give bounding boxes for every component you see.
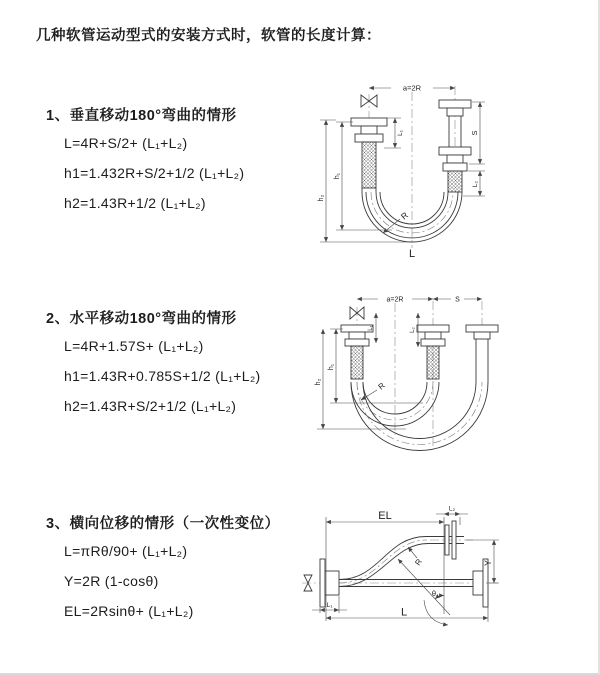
braided-section	[448, 171, 462, 192]
formula: Y=2R (1-cosθ)	[64, 573, 159, 589]
hose-arc-displaced	[351, 382, 488, 451]
valve-icon	[369, 95, 377, 107]
section-1-heading: 1、垂直移动180°弯曲的情形	[46, 108, 237, 124]
valve-icon	[350, 307, 357, 319]
braided-section	[351, 346, 363, 379]
formula: h1=1.432R+S/2+1/2 (L₁+L₂)	[64, 165, 245, 181]
dim-label-el: EL	[378, 510, 392, 522]
flange	[351, 118, 387, 126]
pipe	[476, 339, 488, 382]
dim-label-s: S	[455, 296, 460, 304]
dim-label-r: R	[376, 380, 387, 392]
flange	[439, 147, 471, 155]
formula: L=4R+1.57S+ (L₁+L₂)	[64, 338, 204, 354]
flange	[325, 571, 339, 595]
hose-wall	[362, 188, 376, 192]
flange	[445, 525, 449, 555]
flange	[355, 134, 383, 142]
formula: L=4R+S/2+ (L₁+L₂)	[64, 135, 188, 151]
formula: h2=1.43R+S/2+1/2 (L₁+L₂)	[64, 398, 237, 414]
flange	[361, 126, 377, 134]
dim-label-a2r: a=2R	[402, 83, 422, 93]
dim-label-l2: L₂	[448, 505, 456, 513]
flange	[417, 325, 449, 332]
dim-label-l: L	[408, 248, 416, 260]
flange	[443, 163, 467, 171]
valve-icon	[304, 583, 312, 591]
flange	[473, 571, 483, 595]
section-3-heading: 3、横向位移的情形（一次性变位）	[46, 516, 280, 532]
formula: h2=1.43R+1/2 (L₁+L₂)	[64, 195, 206, 211]
diagram-lateral-displacement	[298, 497, 598, 655]
diagram-vertical-180-bend	[312, 72, 598, 262]
dim-label-h1: h₁	[328, 363, 335, 371]
diagram-horizontal-180-bend	[310, 287, 600, 452]
dim-label-l1: L₁	[397, 130, 404, 136]
flange	[421, 339, 445, 346]
flange	[452, 521, 456, 559]
dimensions	[315, 297, 482, 430]
dim-label-r: R	[398, 209, 410, 222]
dim-label-l2: L₂	[410, 327, 416, 333]
valve-icon	[304, 575, 312, 583]
valve-icon	[357, 307, 364, 319]
flange	[320, 559, 325, 607]
valve-icon	[361, 95, 369, 107]
flange	[466, 325, 498, 332]
dim-label-a2r: a=2R	[386, 296, 404, 304]
section-2-heading: 2、水平移动180°弯曲的情形	[46, 311, 237, 327]
braided-section	[427, 346, 439, 379]
dim-label-h1: h₁	[334, 172, 341, 180]
flange	[474, 332, 490, 339]
flange	[349, 332, 365, 339]
flange	[425, 332, 441, 339]
flange	[447, 155, 463, 163]
dim-label-y: Y	[483, 559, 493, 567]
dim-label-s: S	[470, 130, 479, 136]
dim-label-l: L	[400, 606, 408, 619]
page-title: 几种软管运动型式的安装方式时，软管的长度计算：	[36, 28, 381, 44]
dim-label-l1: L₁	[326, 602, 333, 609]
dimensions	[312, 506, 499, 626]
flange	[447, 108, 463, 116]
dim-label-h2: h₂	[318, 194, 325, 202]
formula: EL=2Rsinθ+ (L₁+L₂)	[64, 603, 194, 619]
dim-label-r: R	[413, 557, 424, 568]
formula: L=πRθ/90+ (L₁+L₂)	[64, 543, 188, 559]
hose-drawing	[304, 521, 488, 607]
dim-label-h2: h₂	[315, 378, 322, 386]
dim-label-theta: θ	[431, 589, 437, 598]
flange	[345, 339, 369, 346]
braided-section	[362, 142, 376, 188]
formula: h1=1.43R+0.785S+1/2 (L₁+L₂)	[64, 368, 261, 384]
dim-label-l2: L₂	[472, 180, 479, 188]
dim-label-l1: L₁	[368, 325, 374, 331]
flange	[439, 100, 471, 108]
